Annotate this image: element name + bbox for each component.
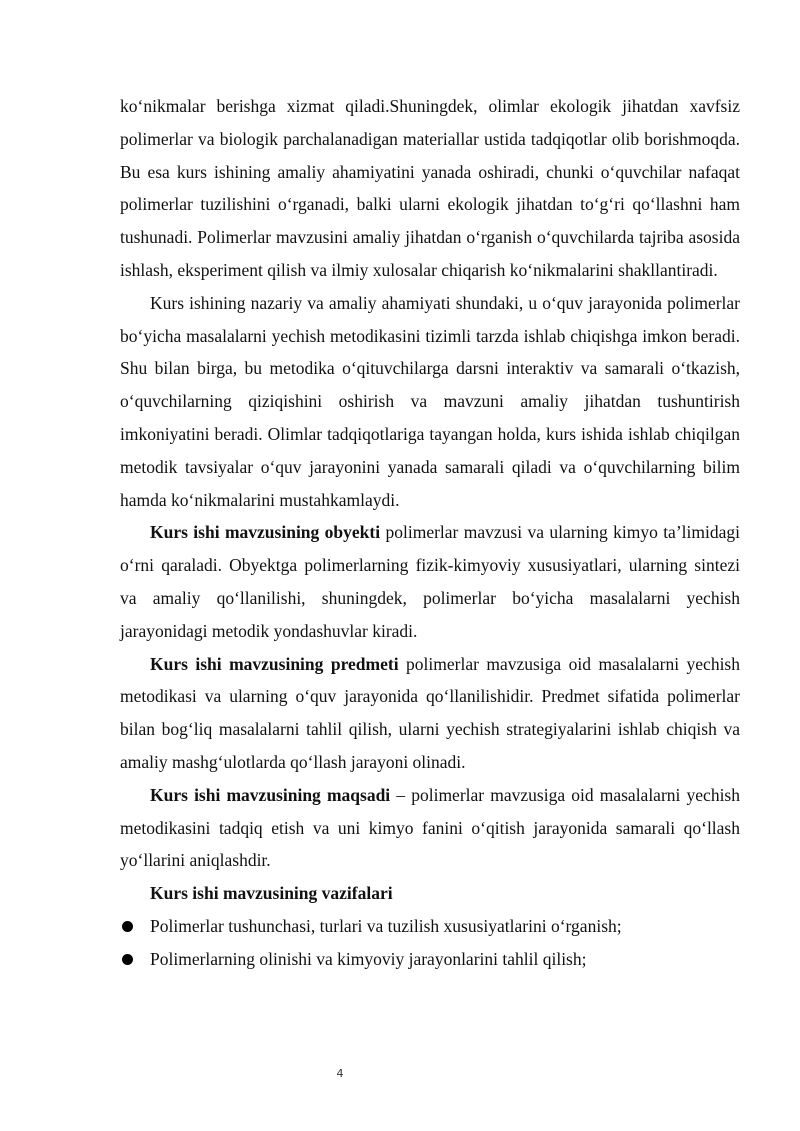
paragraph-subject bbox=[120, 648, 740, 779]
paragraph-lead: Kurs ishi mavzusining predmeti bbox=[150, 653, 399, 674]
paragraph-text: Kurs ishining nazariy va amaliy ahamiyati shundaki, u o‘quv jarayonida polimerlar bo‘yicha masalalarni yechish metodikasini tizimli tarzda ishlab chiqishga imkon beradi. Shu bilan birga, bu metodika o‘qituvchilarga darsni interaktiv va samarali o‘tkazish, o‘quvchilarning qiziqishini oshirish va mavzuni amaliy jihatdan tushuntirish imkoniyatini beradi. Olimlar tadqiqotlariga tayangan holda, kurs ishida ishlab chiqilgan metodik tavsiyalar o‘quv jarayonini yanada samarali qiladi va o‘quvchilarning bilim hamda ko‘nikmalarini mustahkamlaydi. bbox=[120, 292, 740, 510]
list-item bbox=[120, 943, 740, 976]
paragraph-lead: Kurs ishi mavzusining obyekti bbox=[150, 522, 381, 543]
paragraph-goal bbox=[120, 779, 740, 877]
paragraph-object bbox=[120, 516, 740, 647]
paragraph-text: polimerlar mavzusiga oid masalalarni yechish metodikasi va ularning o‘quv jarayonida qo‘llanilishidir. Predmet sifatida polimerlar bilan bog‘liq masalalarni tahlil qilish, ularni yechish strategiyalarini ishlab chiqish va amaliy mashg‘ulotlarda qo‘llash jarayoni olinadi. bbox=[120, 653, 740, 772]
page-number: 4 bbox=[336, 1067, 344, 1080]
tasks-list bbox=[120, 910, 740, 976]
tasks-heading: Kurs ishi mavzusining vazifalari bbox=[150, 883, 393, 904]
paragraph-continuation bbox=[120, 90, 740, 287]
paragraph-text: – polimerlar mavzusiga oid masalalarni yechish metodikasini tadqiq etish va uni kimyo fanini o‘qitish jarayonida samarali qo‘llash yo‘llarini aniqlashdir. bbox=[120, 784, 740, 871]
bullet-dot-icon bbox=[122, 954, 133, 965]
bullet-dot-icon bbox=[122, 921, 133, 932]
paragraph-text: polimerlar mavzusi va ularning kimyo ta’limidagi o‘rni qaraladi. Obyektga polimerlarning fizik-kimyoviy xususiyatlari, ularning sintezi va amaliy qo‘llanilishi, shuningdek, polimerlar bo‘yicha masalalarni yechish jarayonidagi metodik yondashuvlar kiradi. bbox=[120, 522, 740, 641]
page-body bbox=[120, 90, 740, 976]
paragraph-text: ko‘nikmalar berishga xizmat qiladi.Shuningdek, olimlar ekologik jihatdan xavfsiz polimerlar va biologik parchalanadigan materiallar ustida tadqiqotlar olib borishmoqda. Bu esa kurs ishining amaliy ahamiyatini yanada oshiradi, chunki o‘quvchilar nafaqat polimerlar tuzilishini o‘rganadi, balki ularni ekologik jihatdan to‘g‘ri qo‘llashni ham tushunadi. Polimerlar mavzusini amaliy jihatdan o‘rganish o‘quvchilarda tajriba asosida ishlash, eksperiment qilish va ilmiy xulosalar chiqarish ko‘nikmalarini shakllantiradi. bbox=[120, 96, 740, 280]
list-item bbox=[120, 910, 740, 943]
paragraph-lead: Kurs ishi mavzusining maqsadi bbox=[150, 784, 391, 805]
list-item-text: Polimerlarning olinishi va kimyoviy jarayonlarini tahlil qilish; bbox=[150, 948, 587, 969]
paragraph-significance bbox=[120, 287, 740, 517]
list-item-text: Polimerlar tushunchasi, turlari va tuzilish xususiyatlarini o‘rganish; bbox=[150, 915, 622, 936]
